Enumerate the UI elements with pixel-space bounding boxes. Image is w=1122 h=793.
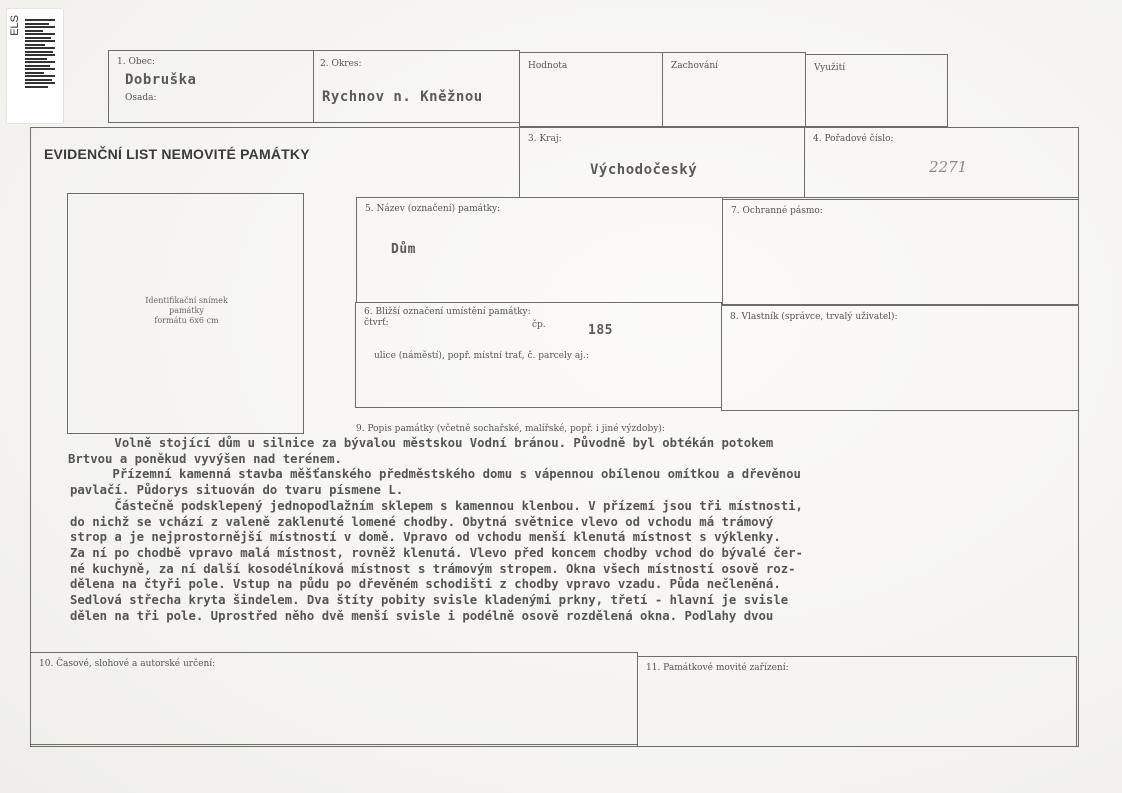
umisteni-label: 6. Bližší označení umístění památky: [364,307,531,317]
okres-label: 2. Okres: [320,59,362,69]
movite-zarizeni-label: 11. Památkové movité zařízení: [646,663,789,673]
zachovani-label: Zachování [671,61,718,71]
vlastnik-label: 8. Vlastník (správce, trvalý uživatel): [730,312,898,322]
popis-line: strop a je nejprostornější místností v domě. Vpravo od vchodu menší klenutá místnost s výklenky. [70,530,781,545]
photo-caption [68,296,305,326]
document-title: EVIDENČNÍ LIST NEMOVITÉ PAMÁTKY [44,146,310,162]
barcode-icon [25,19,55,107]
umisteni-box [355,302,722,408]
okres-box [313,50,520,123]
vyuziti-box [805,54,948,127]
ctvrt-label: čtvrť: [364,318,389,328]
vlastnik-box [721,305,1079,411]
popis-text [70,436,1060,624]
popis-line: Sedlová střecha kryta šindelem. Dva štíty pobity svisle kladenými prkny, třetí - hlavní je svisle [70,593,789,608]
photo-placeholder [67,193,304,434]
popis-line: Volně stojící dům u silnice za bývalou městskou Vodní bránou. Původně byl obtékán potokem [70,436,774,450]
cp-label: čp. [532,320,546,330]
popis-line: pavlačí. Půdorys situován do tvaru písmene L. [70,483,404,498]
obec-box [108,50,314,123]
ochranne-pasmo-box [722,199,1079,305]
movite-zarizeni-box [637,656,1077,747]
vyuziti-label: Využití [814,63,846,73]
popis-line: do nichž se vchází z valeně zaklenuté lomené chodby. Obytná světnice vlevo od vchodu má trámový [70,514,774,529]
obec-value: Dobruška [125,72,197,88]
popis-label: 9. Popis památky (včetně sochařské, malířské, popř. i jiné výzdoby): [356,424,665,434]
obec-label: 1. Obec: [117,57,155,67]
casove-urceni-box [30,652,638,745]
zachovani-box [662,52,806,127]
okres-value: Rychnov n. Kněžnou [322,89,483,105]
popis-line: Brtvou a poněkud vyvýšen nad terénem. [68,451,342,466]
sticker-code: ELS [9,15,21,36]
hodnota-label: Hodnota [528,61,568,71]
popis-line: dělena na čtyři pole. Vstup na půdu po dřevěném schodišti z chodby vpravo vzadu. Půda nečleněná. [70,577,781,592]
kraj-label: 3. Kraj: [528,134,562,144]
osada-label: Osada: [125,93,157,103]
nazev-value: Dům [391,242,416,257]
hodnota-box [519,52,663,127]
poradove-cislo-label: 4. Pořadové číslo: [813,134,894,144]
poradove-cislo-box [804,127,1079,198]
ulice-label: ulice (náměstí), popř. místní trať, č. parcely aj.: [374,351,589,361]
nazev-box [356,197,723,303]
barcode-sticker [6,8,64,124]
kraj-box [519,127,805,198]
photo-caption-line2: památky [169,306,204,315]
popis-line: dělen na tři pole. Uprostřed něho dvě menší svisle i podélně osově rozdělená okna. Podlahy dvou [70,608,774,623]
cp-value: 185 [588,323,613,338]
ochranne-pasmo-label: 7. Ochranné pásmo: [731,206,823,216]
popis-line: Za ní po chodbě vpravo malá místnost, rovněž klenutá. Vlevo před koncem chodby vchod do bývalé čer- [70,545,803,560]
poradove-cislo-value: 2271 [929,158,968,176]
photo-caption-line1: Identifikační snímek [145,296,228,305]
nazev-label: 5. Název (označení) památky: [365,204,501,214]
photo-caption-line3: formátu 6x6 cm [154,316,219,325]
casove-urceni-label: 10. Časové, slohové a autorské určení: [39,659,216,669]
popis-line: Částečně podsklepený jednopodlažním sklepem s kamennou klenbou. V přízemí jsou tři místnosti, [70,498,803,513]
popis-line: Přízemní kamenná stavba měšťanského předměstského domu s vápennou obílenou omítkou a dřevěnou [68,467,801,482]
kraj-value: Východočeský [590,162,698,178]
popis-line: né kuchyně, za ní další kosodélníková místnost s trámovým stropem. Okna všech místností osově roz- [70,561,796,576]
